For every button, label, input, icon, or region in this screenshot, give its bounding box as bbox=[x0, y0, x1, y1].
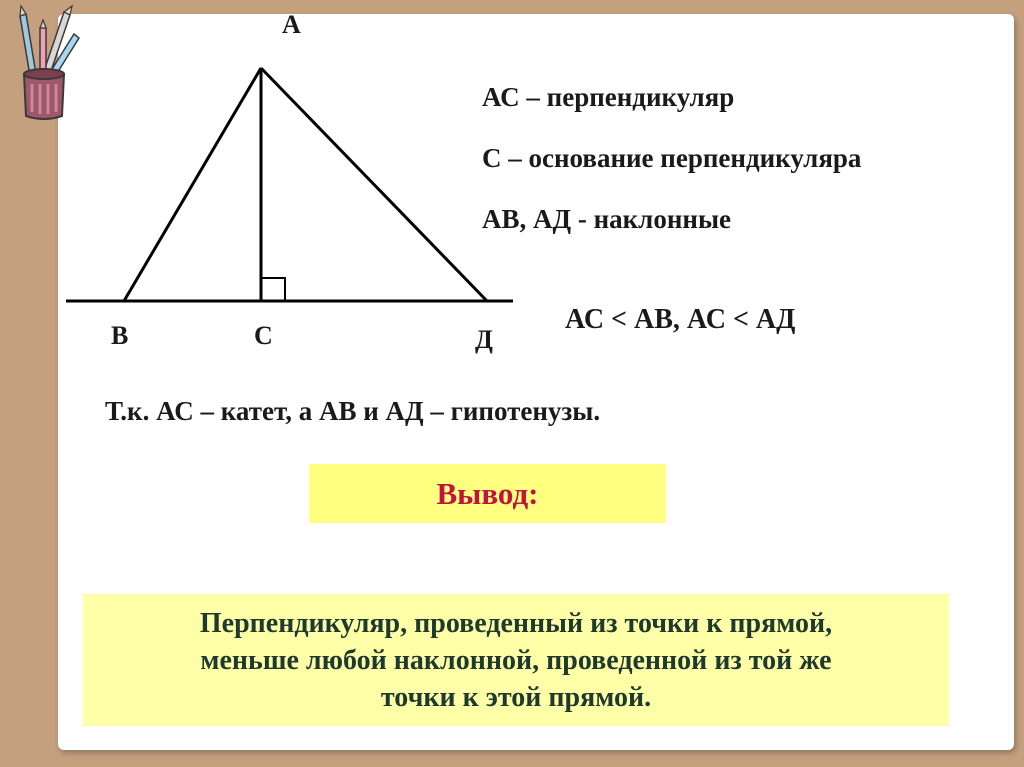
point-label-b: В bbox=[111, 321, 129, 350]
reason-statement: Т.к. АС – катет, а АВ и АД – гипотенузы. bbox=[105, 396, 601, 426]
rule-box bbox=[83, 594, 949, 726]
definition-foot: С – основание перпендикуляра bbox=[482, 143, 862, 173]
segment-ad bbox=[261, 68, 487, 301]
rule-line: меньше любой наклонной, проведенной из той же bbox=[200, 644, 832, 676]
segment-ab bbox=[124, 68, 261, 301]
point-label-a: А bbox=[282, 10, 301, 39]
definition-perpendicular: АС – перпендикуляр bbox=[482, 82, 735, 112]
point-label-c: С bbox=[254, 321, 273, 350]
rule-line: Перпендикуляр, проведенный из точки к прямой, bbox=[199, 607, 833, 639]
rule-line: точки к этой прямой. bbox=[380, 681, 652, 713]
definition-obliques: АВ, АД - наклонные bbox=[482, 204, 732, 234]
conclusion-label: Вывод: bbox=[436, 475, 539, 511]
inequality-statement: АС < АВ, АС < АД bbox=[565, 304, 796, 335]
conclusion-box bbox=[309, 464, 666, 523]
point-label-d: Д bbox=[475, 325, 493, 354]
right-angle-mark bbox=[261, 278, 285, 301]
